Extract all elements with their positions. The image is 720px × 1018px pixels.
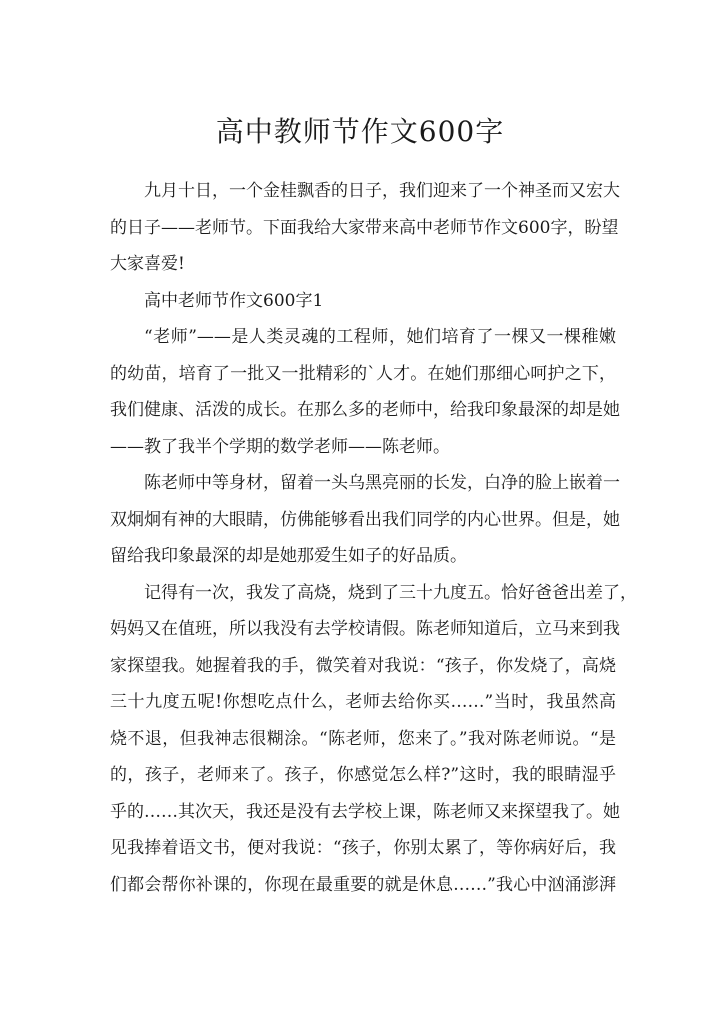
paragraph-line: 记得有一次，我发了高烧，烧到了三十九度五。恰好爸爸出差了， — [144, 582, 637, 603]
paragraph-line: 大家喜爱! — [110, 254, 185, 274]
paragraph-line: 的日子——老师节。下面我给大家带来高中老师节作文600字，盼望 — [110, 217, 619, 238]
paragraph-line: 家探望我。她握着我的手，微笑着对我说：“孩子，你发烧了，高烧 — [110, 655, 616, 676]
paragraph-line: 三十九度五呢!你想吃点什么，老师去给你买……”当时，我虽然高 — [110, 692, 616, 712]
paragraph-line: 妈妈又在值班，所以我没有去学校请假。陈老师知道后，立马来到我 — [110, 619, 620, 639]
paragraph-line: 们都会帮你补课的，你现在最重要的就是休息……”我心中汹涌澎湃 — [110, 874, 616, 895]
paragraph-line: 留给我印象最深的却是她那爱生如子的好品质。 — [110, 546, 467, 566]
paragraph-line: 的，孩子，老师来了。孩子，你感觉怎么样?”这时，我的眼睛湿乎 — [110, 765, 616, 785]
paragraph-line: 见我捧着语文书，便对我说：“孩子，你别太累了，等你病好后，我 — [110, 838, 616, 858]
paragraph-line: 的幼苗，培育了一批又一批精彩的`人才。在她们那细心呵护之下， — [110, 363, 616, 384]
paragraph-line: 陈老师中等身材，留着一头乌黑亮丽的长发，白净的脸上嵌着一 — [144, 473, 620, 493]
section-heading: 高中老师节作文600字1 — [144, 290, 324, 311]
paragraph-line: 我们健康、活泼的成长。在那么多的老师中，给我印象最深的却是她 — [110, 400, 620, 420]
paragraph-line: 双炯炯有神的大眼睛，仿佛能够看出我们同学的内心世界。但是，她 — [110, 509, 620, 530]
paragraph-line: 乎的……其次天，我还是没有去学校上课，陈老师又来探望我了。她 — [110, 801, 620, 822]
document-body — [110, 173, 637, 903]
document-title: 高中教师节作文600字 — [215, 115, 505, 148]
paragraph-line: 九月十日，一个金桂飘香的日子，我们迎来了一个神圣而又宏大 — [144, 181, 620, 201]
paragraph-line: “老师”——是人类灵魂的工程师，她们培育了一棵又一棵稚嫩 — [144, 327, 616, 347]
paragraph-line: ——教了我半个学期的数学老师——陈老师。 — [110, 436, 450, 457]
paragraph-line: 烧不退，但我神志很糊涂。“陈老师，您来了。”我对陈老师说。“是 — [110, 728, 616, 749]
